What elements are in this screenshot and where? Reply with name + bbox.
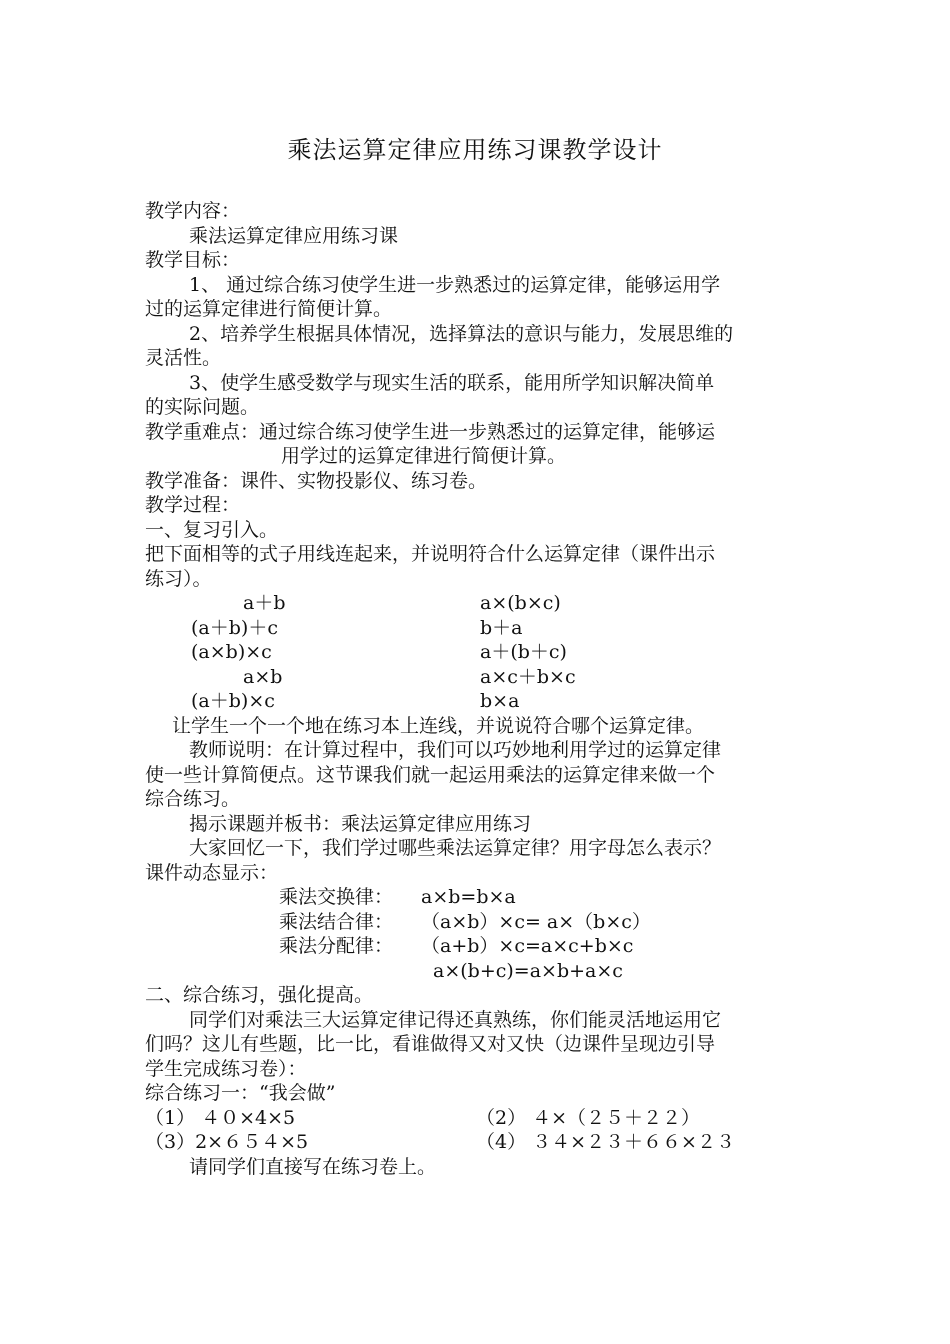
process-label: 教学过程： bbox=[145, 494, 241, 516]
law-row bbox=[145, 934, 810, 959]
goal-3-line-2: 的实际问题。 bbox=[145, 396, 260, 418]
exercise-item: （3）2×６５４×5 bbox=[145, 1131, 309, 1153]
reveal-topic: 揭示课题并板书：乘法运算定律应用练习 bbox=[189, 812, 532, 835]
law-formula: （a×b）×c= a×（b×c） bbox=[421, 910, 651, 933]
content-label: 教学内容： bbox=[145, 200, 241, 222]
teacher-note-line-3: 综合练习。 bbox=[145, 788, 241, 810]
law-formula: （a+b）×c=a×c+b×c bbox=[421, 935, 634, 957]
students-line-2: 们吗？这儿有些题，比一比，看谁做得又对又快（边课件呈现边引导 bbox=[145, 1033, 716, 1055]
match-row bbox=[145, 640, 810, 665]
match-right: b×a bbox=[480, 690, 520, 712]
law-list bbox=[145, 885, 810, 983]
goal-1-line-2: 过的运算定律进行简便计算。 bbox=[145, 298, 393, 320]
law-row bbox=[145, 910, 810, 935]
match-row bbox=[145, 689, 810, 714]
preparation: 教学准备：课件、实物投影仪、练习卷。 bbox=[145, 469, 488, 492]
teacher-note-line-2: 使一些计算简便点。这节课我们就一起运用乘法的运算定律来做一个 bbox=[145, 763, 716, 786]
goal-2-line-1: 2、培养学生根据具体情况，选择算法的意识与能力，发展思维的 bbox=[189, 322, 734, 345]
exercise-row bbox=[145, 1130, 810, 1155]
section-1-heading: 一、复习引入。 bbox=[145, 518, 279, 541]
document-title: 乘法运算定律应用练习课教学设计 bbox=[287, 136, 663, 164]
recall-line-2: 课件动态显示： bbox=[145, 861, 279, 884]
goal-1-line-1: 1、 通过综合练习使学生进一步熟悉过的运算定律，能够运用学 bbox=[189, 273, 721, 296]
match-left: (a＋b)×c bbox=[191, 690, 275, 712]
practice-1-heading: 综合练习一：“我会做” bbox=[145, 1082, 336, 1104]
exercise-row bbox=[145, 1106, 810, 1131]
goal-label: 教学目标： bbox=[145, 249, 241, 271]
match-row bbox=[145, 591, 810, 616]
goal-3-line-1: 3、使学生感受数学与现实生活的联系，能用所学知识解决简单 bbox=[189, 371, 715, 394]
goal-2-line-2: 灵活性。 bbox=[145, 347, 222, 369]
law-name: 乘法结合律： bbox=[279, 910, 394, 933]
match-right: b＋a bbox=[480, 616, 523, 639]
teacher-note-line-1: 教师说明：在计算过程中，我们可以巧妙地利用学过的运算定律 bbox=[189, 739, 722, 761]
law-row bbox=[145, 885, 810, 910]
students-line-3: 学生完成练习卷）： bbox=[145, 1057, 307, 1080]
match-left: (a＋b)＋c bbox=[191, 616, 278, 639]
recall-line-1: 大家回忆一下，我们学过哪些乘法运算定律？用字母怎么表示？ bbox=[189, 837, 722, 859]
document-body bbox=[145, 199, 810, 1179]
match-pairs bbox=[145, 591, 810, 714]
match-row bbox=[145, 616, 810, 641]
law-formula: a×(b+c)=a×b+a×c bbox=[433, 959, 623, 982]
exercise-item: （4） ３４×２３＋６６×２３ bbox=[476, 1131, 735, 1153]
section-2-heading: 二、综合练习，强化提高。 bbox=[145, 984, 374, 1006]
connect-instruction-line-1: 把下面相等的式子用线连起来，并说明符合什么运算定律（课件出示 bbox=[145, 543, 716, 565]
match-left: (a×b)×c bbox=[191, 641, 272, 663]
match-row bbox=[145, 665, 810, 690]
exercise-item: （1） ４０×4×5 bbox=[145, 1106, 296, 1129]
law-name: 乘法分配律： bbox=[279, 935, 394, 957]
match-right: a＋(b＋c) bbox=[480, 641, 567, 663]
match-right: a×(b×c) bbox=[480, 592, 561, 614]
connect-instruction-line-2: 练习）。 bbox=[145, 567, 212, 590]
write-instruction: 请同学们直接写在练习卷上。 bbox=[189, 1155, 437, 1178]
law-row bbox=[145, 959, 810, 984]
exercise-list bbox=[145, 1106, 810, 1155]
match-right: a×c＋b×c bbox=[480, 665, 576, 688]
match-left: a×b bbox=[243, 665, 283, 688]
law-formula: a×b=b×a bbox=[421, 886, 516, 908]
student-instruction: 让学生一个一个地在练习本上连线，并说说符合哪个运算定律。 bbox=[172, 714, 705, 737]
law-name: 乘法交换律： bbox=[279, 886, 394, 908]
students-line-1: 同学们对乘法三大运算定律记得还真熟练，你们能灵活地运用它 bbox=[189, 1008, 722, 1031]
key-points-line-2: 用学过的运算定律进行简便计算。 bbox=[281, 445, 567, 467]
content-text: 乘法运算定律应用练习课 bbox=[189, 224, 399, 247]
key-points-line-1: 教学重难点：通过综合练习使学生进一步熟悉过的运算定律，能够运 bbox=[145, 420, 716, 443]
match-left: a＋b bbox=[243, 592, 286, 614]
exercise-item: （2） ４×（２５＋２２） bbox=[476, 1106, 701, 1129]
